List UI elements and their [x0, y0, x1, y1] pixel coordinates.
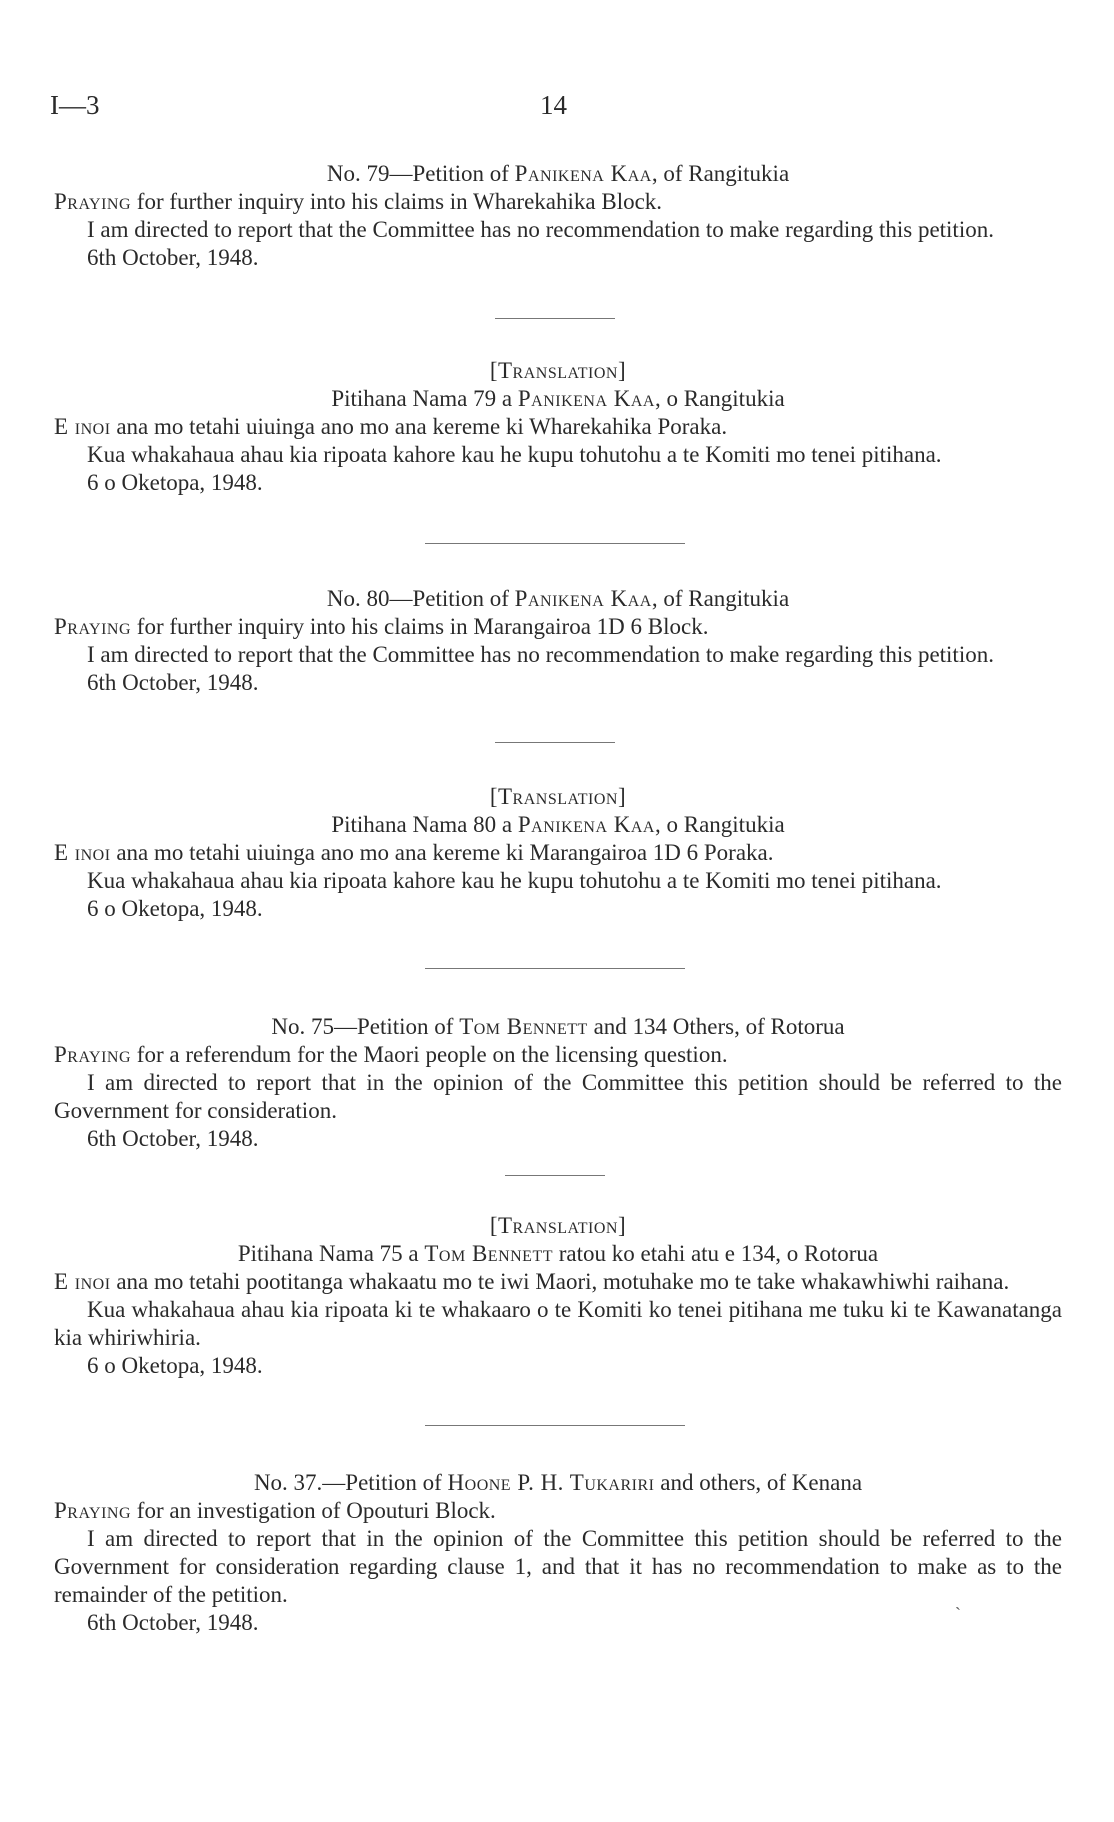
translation-label: [Translation] [489, 784, 627, 809]
committee-report: I am directed to report that the Committee has no recommendation to make regarding this petition. [87, 642, 994, 667]
petition-title: Pitihana Nama 79 a Panikena Kaa, o Rangitukia [331, 386, 785, 411]
petition-title: No. 80—Petition of Panikena Kaa, of Rangitukia [326, 586, 790, 611]
paper-reference: I—3 [50, 90, 100, 120]
petition-79 [54, 160, 1062, 272]
petition-title: No. 37.—Petition of Hoone P. H. Tukariri and others, of Kenana [253, 1470, 863, 1495]
section-divider [495, 742, 615, 743]
translation-label: [Translation] [489, 1213, 627, 1238]
committee-report: I am directed to report that the Committee has no recommendation to make regarding this petition. [87, 217, 994, 242]
report-date: 6 o Oketopa, 1948. [87, 1353, 263, 1378]
petition-prayer: Praying for a referendum for the Maori people on the licensing question. [54, 1042, 728, 1067]
section-divider [425, 543, 685, 544]
committee-report: Kua whakahaua ahau kia ripoata kahore kau he kupu tohutohu a te Komiti mo tenei pitihana. [87, 442, 942, 467]
translation-79 [54, 357, 1062, 497]
committee-report: Kua whakahaua ahau kia ripoata kahore kau he kupu tohutohu a te Komiti mo tenei pitihana. [87, 868, 942, 893]
committee-report: Kua whakahaua ahau kia ripoata ki te whakaaro o te Komiti ko tenei pitihana me tuku ki te Kawanatanga kia whiriwhiria. [54, 1297, 1062, 1350]
petition-prayer: E inoi ana mo tetahi pootitanga whakaatu mo te iwi Maori, motuhake mo te take whakawhiwhi raihana. [54, 1269, 1010, 1294]
section-divider [495, 318, 615, 319]
committee-report: I am directed to report that in the opinion of the Committee this petition should be referred to the Government for consideration regarding clause 1, and that it has no recommendation to make as to the remainder of the petition. [54, 1526, 1062, 1607]
petition-title: Pitihana Nama 75 a Tom Bennett ratou ko etahi atu e 134, o Rotorua [237, 1241, 879, 1266]
translation-80 [54, 783, 1062, 923]
committee-report: I am directed to report that in the opinion of the Committee this petition should be referred to the Government for consideration. [54, 1070, 1062, 1123]
petition-title: No. 75—Petition of Tom Bennett and 134 Others, of Rotorua [271, 1014, 845, 1039]
petition-prayer: E inoi ana mo tetahi uiuinga ano mo ana kereme ki Marangairoa 1D 6 Poraka. [54, 840, 774, 865]
petition-prayer: Praying for an investigation of Opouturi Block. [54, 1498, 496, 1523]
petition-title: Pitihana Nama 80 a Panikena Kaa, o Rangitukia [331, 812, 785, 837]
section-divider [425, 968, 685, 969]
report-date: 6th October, 1948. [87, 1610, 259, 1635]
report-date: 6 o Oketopa, 1948. [87, 470, 263, 495]
translation-75 [54, 1212, 1062, 1380]
petition-title: No. 79—Petition of Panikena Kaa, of Rangitukia [326, 161, 790, 186]
translation-label: [Translation] [489, 358, 627, 383]
petition-prayer: E inoi ana mo tetahi uiuinga ano mo ana kereme ki Wharekahika Poraka. [54, 414, 728, 439]
report-date: 6th October, 1948. [87, 670, 259, 695]
stray-mark: ˏ [955, 1590, 961, 1610]
report-date: 6th October, 1948. [87, 245, 259, 270]
petition-80 [54, 585, 1062, 697]
section-divider [505, 1175, 605, 1176]
petition-prayer: Praying for further inquiry into his claims in Marangairoa 1D 6 Block. [54, 614, 709, 639]
petition-37 [54, 1469, 1062, 1637]
report-date: 6th October, 1948. [87, 1126, 259, 1151]
report-date: 6 o Oketopa, 1948. [87, 896, 263, 921]
section-divider [425, 1425, 685, 1426]
page-number: 14 [540, 90, 567, 120]
petition-prayer: Praying for further inquiry into his claims in Wharekahika Block. [54, 189, 663, 214]
petition-75 [54, 1013, 1062, 1153]
